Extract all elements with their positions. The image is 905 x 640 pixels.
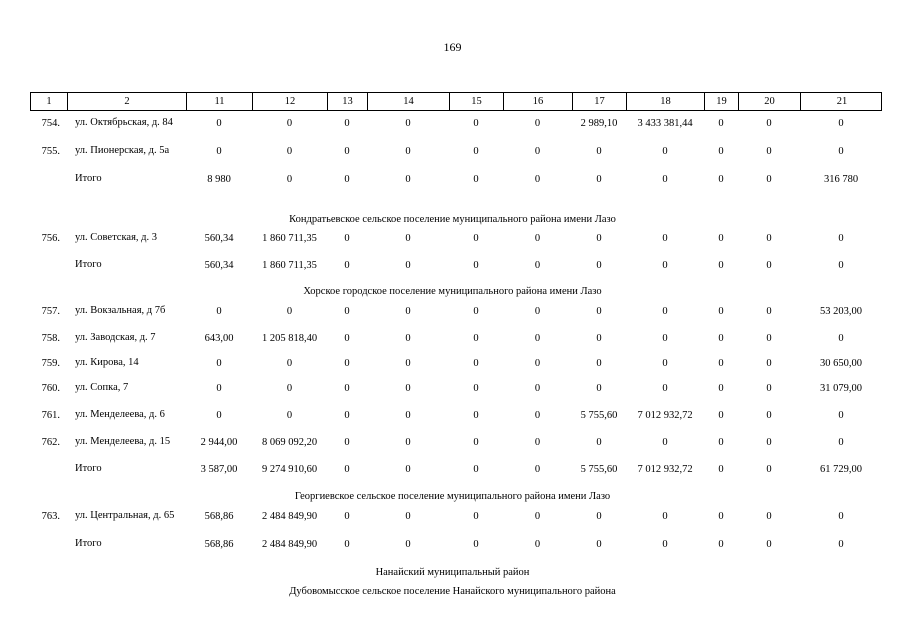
- value-cell-col-12: 2 484 849,90: [261, 539, 318, 550]
- row-number: 755.: [41, 146, 60, 157]
- value-cell-col-17: 0: [596, 174, 602, 185]
- value-cell-col-19: 0: [718, 464, 724, 475]
- value-cell-col-19: 0: [718, 260, 724, 271]
- value-cell-col-11: 0: [216, 410, 222, 421]
- value-cell-col-14: 0: [405, 174, 411, 185]
- column-header-17: 17: [573, 93, 627, 110]
- value-cell-col-13: 0: [344, 118, 350, 129]
- value-cell-col-12: 9 274 910,60: [261, 464, 318, 475]
- value-cell-col-16: 0: [534, 358, 541, 369]
- value-cell-col-15: 0: [473, 383, 479, 394]
- value-cell-col-12: 2 484 849,90: [261, 511, 318, 522]
- value-cell-col-14: 0: [405, 233, 411, 244]
- column-header-15: 15: [450, 93, 504, 110]
- value-cell-col-13: 0: [344, 260, 350, 271]
- value-cell-col-12: 0: [286, 410, 293, 421]
- table-row: [0, 383, 905, 409]
- value-cell-col-15: 0: [473, 437, 479, 448]
- table-row: [0, 437, 905, 463]
- value-cell-col-20: 0: [766, 410, 772, 421]
- value-cell-col-13: 0: [344, 511, 350, 522]
- value-cell-col-13: 0: [344, 539, 350, 550]
- row-number: 763.: [41, 511, 60, 522]
- value-cell-col-12: 1 860 711,35: [262, 233, 317, 244]
- value-cell-col-16: 0: [534, 233, 541, 244]
- section-title: Кондратьевское сельское поселение муниципального района имени Лазо: [289, 214, 616, 225]
- value-cell-col-12: 0: [286, 174, 293, 185]
- value-cell-col-16: 0: [534, 539, 541, 550]
- value-cell-col-20: 0: [766, 464, 772, 475]
- value-cell-col-21: 0: [838, 146, 844, 157]
- value-cell-col-16: 0: [534, 511, 541, 522]
- value-cell-col-18: 7 012 932,72: [637, 464, 693, 475]
- value-cell-col-18: 7 012 932,72: [637, 410, 693, 421]
- value-cell-col-21: 0: [838, 539, 844, 550]
- section-title: Дубовомысское сельское поселение Нанайского муниципального района: [289, 586, 616, 597]
- value-cell-col-11: 8 980: [207, 174, 231, 185]
- value-cell-col-20: 0: [766, 306, 772, 317]
- page-number: 169: [443, 40, 462, 54]
- value-cell-col-16: 0: [534, 174, 541, 185]
- value-cell-col-17: 0: [596, 383, 602, 394]
- row-number: 759.: [41, 358, 60, 369]
- address-cell: Итого: [75, 463, 102, 474]
- table-row: [0, 233, 905, 259]
- value-cell-col-15: 0: [473, 118, 479, 129]
- value-cell-col-16: 0: [534, 437, 541, 448]
- value-cell-col-19: 0: [718, 174, 724, 185]
- value-cell-col-12: 0: [286, 146, 293, 157]
- value-cell-col-21: 0: [838, 333, 844, 344]
- value-cell-col-21: 30 650,00: [820, 358, 862, 369]
- value-cell-col-12: 0: [286, 118, 293, 129]
- row-number: 760.: [41, 383, 60, 394]
- value-cell-col-14: 0: [405, 437, 411, 448]
- row-number: 757.: [41, 306, 60, 317]
- address-cell: ул. Октябрьская, д. 84: [75, 117, 173, 128]
- value-cell-col-14: 0: [405, 358, 411, 369]
- value-cell-col-17: 0: [596, 146, 602, 157]
- value-cell-col-14: 0: [405, 260, 411, 271]
- row-number: 761.: [41, 410, 60, 421]
- value-cell-col-21: 53 203,00: [820, 306, 862, 317]
- value-cell-col-12: 1 205 818,40: [261, 333, 318, 344]
- value-cell-col-15: 0: [473, 511, 479, 522]
- column-header-14: 14: [368, 93, 450, 110]
- address-cell: ул. Менделеева, д. 6: [75, 409, 165, 420]
- value-cell-col-19: 0: [718, 333, 724, 344]
- value-cell-col-17: 0: [596, 437, 602, 448]
- section-title: Георгиевское сельское поселение муниципального района имени Лазо: [294, 491, 611, 502]
- value-cell-col-16: 0: [534, 383, 541, 394]
- value-cell-col-18: 3 433 381,44: [637, 118, 693, 129]
- value-cell-col-21: 0: [838, 118, 844, 129]
- table-row: [0, 333, 905, 359]
- column-header-18: 18: [627, 93, 705, 110]
- value-cell-col-15: 0: [473, 539, 479, 550]
- value-cell-col-13: 0: [344, 333, 350, 344]
- value-cell-col-18: 0: [662, 146, 668, 157]
- value-cell-col-13: 0: [344, 233, 350, 244]
- value-cell-col-11: 0: [216, 146, 222, 157]
- address-cell: ул. Кирова, 14: [75, 357, 139, 368]
- value-cell-col-14: 0: [405, 118, 411, 129]
- table-row: [0, 260, 905, 286]
- value-cell-col-13: 0: [344, 464, 350, 475]
- value-cell-col-15: 0: [473, 464, 479, 475]
- value-cell-col-20: 0: [766, 539, 772, 550]
- value-cell-col-17: 0: [596, 306, 602, 317]
- address-cell: ул. Сопка, 7: [75, 382, 129, 393]
- value-cell-col-21: 0: [838, 233, 844, 244]
- value-cell-col-17: 0: [596, 358, 602, 369]
- address-cell: ул. Советская, д. 3: [75, 232, 157, 243]
- value-cell-col-14: 0: [405, 306, 411, 317]
- value-cell-col-12: 0: [286, 358, 293, 369]
- value-cell-col-11: 0: [216, 306, 222, 317]
- value-cell-col-14: 0: [405, 464, 411, 475]
- value-cell-col-13: 0: [344, 383, 350, 394]
- value-cell-col-13: 0: [344, 306, 350, 317]
- value-cell-col-18: 0: [662, 511, 668, 522]
- value-cell-col-18: 0: [662, 260, 668, 271]
- value-cell-col-16: 0: [534, 306, 541, 317]
- value-cell-col-14: 0: [405, 383, 411, 394]
- value-cell-col-21: 0: [838, 511, 844, 522]
- table-row: [0, 410, 905, 436]
- value-cell-col-15: 0: [473, 260, 479, 271]
- value-cell-col-19: 0: [718, 511, 724, 522]
- value-cell-col-19: 0: [718, 410, 724, 421]
- column-header-19: 19: [705, 93, 739, 110]
- value-cell-col-12: 0: [286, 383, 293, 394]
- address-cell: Итого: [75, 538, 102, 549]
- table-row: [0, 118, 905, 144]
- value-cell-col-18: 0: [662, 333, 668, 344]
- value-cell-col-15: 0: [473, 333, 479, 344]
- value-cell-col-19: 0: [718, 233, 724, 244]
- value-cell-col-14: 0: [405, 539, 411, 550]
- value-cell-col-20: 0: [766, 333, 772, 344]
- value-cell-col-14: 0: [405, 511, 411, 522]
- column-header-11: 11: [187, 93, 253, 110]
- value-cell-col-17: 0: [596, 233, 602, 244]
- row-number: 762.: [41, 437, 60, 448]
- section-title: Нанайский муниципальный район: [375, 567, 530, 578]
- table-row: [0, 146, 905, 172]
- table-row: [0, 464, 905, 490]
- value-cell-col-11: 643,00: [204, 333, 234, 344]
- section-title: Хорское городское поселение муниципального района имени Лазо: [303, 286, 602, 297]
- value-cell-col-21: 0: [838, 437, 844, 448]
- column-header-13: 13: [328, 93, 368, 110]
- value-cell-col-20: 0: [766, 511, 772, 522]
- value-cell-col-16: 0: [534, 410, 541, 421]
- column-header-2: 2: [68, 93, 187, 110]
- table-row: [0, 174, 905, 200]
- value-cell-col-18: 0: [662, 437, 668, 448]
- value-cell-col-20: 0: [766, 118, 772, 129]
- table-row: [0, 358, 905, 384]
- value-cell-col-18: 0: [662, 383, 668, 394]
- address-cell: Итого: [75, 173, 102, 184]
- value-cell-col-13: 0: [344, 410, 350, 421]
- address-cell: ул. Вокзальная, д 7б: [75, 305, 166, 316]
- value-cell-col-21: 0: [838, 260, 844, 271]
- value-cell-col-19: 0: [718, 383, 724, 394]
- value-cell-col-11: 568,86: [204, 511, 234, 522]
- value-cell-col-13: 0: [344, 174, 350, 185]
- value-cell-col-18: 0: [662, 358, 668, 369]
- address-cell: Итого: [75, 259, 102, 270]
- row-number: 758.: [41, 333, 60, 344]
- row-number: 756.: [41, 233, 60, 244]
- value-cell-col-19: 0: [718, 539, 724, 550]
- table-row: [0, 539, 905, 565]
- column-header-1: 1: [31, 93, 68, 110]
- value-cell-col-19: 0: [718, 118, 724, 129]
- value-cell-col-13: 0: [344, 146, 350, 157]
- value-cell-col-12: 1 860 711,35: [262, 260, 317, 271]
- value-cell-col-19: 0: [718, 437, 724, 448]
- value-cell-col-15: 0: [473, 146, 479, 157]
- value-cell-col-17: 5 755,60: [580, 464, 618, 475]
- value-cell-col-11: 2 944,00: [200, 437, 238, 448]
- address-cell: ул. Пионерская, д. 5а: [75, 145, 170, 156]
- value-cell-col-16: 0: [534, 260, 541, 271]
- value-cell-col-20: 0: [766, 233, 772, 244]
- value-cell-col-17: 0: [596, 333, 602, 344]
- value-cell-col-17: 5 755,60: [580, 410, 618, 421]
- value-cell-col-20: 0: [766, 437, 772, 448]
- value-cell-col-21: 316 780: [823, 174, 859, 185]
- value-cell-col-11: 568,86: [204, 539, 234, 550]
- row-number: 754.: [41, 118, 60, 129]
- value-cell-col-19: 0: [718, 146, 724, 157]
- value-cell-col-20: 0: [766, 146, 772, 157]
- value-cell-col-11: 0: [216, 383, 222, 394]
- value-cell-col-15: 0: [473, 306, 479, 317]
- value-cell-col-17: 0: [596, 539, 602, 550]
- value-cell-col-20: 0: [766, 358, 772, 369]
- value-cell-col-13: 0: [344, 358, 350, 369]
- value-cell-col-16: 0: [534, 333, 541, 344]
- value-cell-col-14: 0: [405, 410, 411, 421]
- value-cell-col-14: 0: [405, 146, 411, 157]
- value-cell-col-11: 3 587,00: [200, 464, 238, 475]
- value-cell-col-21: 31 079,00: [820, 383, 862, 394]
- value-cell-col-18: 0: [662, 539, 668, 550]
- table-row: [0, 511, 905, 537]
- value-cell-col-19: 0: [718, 306, 724, 317]
- value-cell-col-16: 0: [534, 464, 541, 475]
- value-cell-col-11: 0: [216, 358, 222, 369]
- column-header-16: 16: [504, 93, 573, 110]
- table-row: [0, 306, 905, 332]
- value-cell-col-17: 0: [596, 511, 602, 522]
- value-cell-col-18: 0: [662, 174, 668, 185]
- value-cell-col-14: 0: [405, 333, 411, 344]
- value-cell-col-12: 0: [286, 306, 293, 317]
- value-cell-col-12: 8 069 092,20: [261, 437, 318, 448]
- value-cell-col-17: 0: [596, 260, 602, 271]
- value-cell-col-18: 0: [662, 233, 668, 244]
- address-cell: ул. Заводская, д. 7: [75, 332, 156, 343]
- value-cell-col-21: 0: [838, 410, 844, 421]
- value-cell-col-11: 0: [216, 118, 222, 129]
- column-header-12: 12: [253, 93, 328, 110]
- value-cell-col-20: 0: [766, 260, 772, 271]
- value-cell-col-18: 0: [662, 306, 668, 317]
- value-cell-col-21: 61 729,00: [820, 464, 862, 475]
- value-cell-col-20: 0: [766, 174, 772, 185]
- column-header-21: 21: [836, 96, 848, 107]
- value-cell-col-16: 0: [534, 146, 541, 157]
- value-cell-col-19: 0: [718, 358, 724, 369]
- value-cell-col-11: 560,34: [204, 260, 234, 271]
- value-cell-col-15: 0: [473, 174, 479, 185]
- address-cell: ул. Менделеева, д. 15: [75, 436, 171, 447]
- value-cell-col-15: 0: [473, 358, 479, 369]
- value-cell-col-16: 0: [534, 118, 541, 129]
- value-cell-col-15: 0: [473, 410, 479, 421]
- value-cell-col-20: 0: [766, 383, 772, 394]
- value-cell-col-13: 0: [344, 437, 350, 448]
- address-cell: ул. Центральная, д. 65: [75, 510, 175, 521]
- column-header-20: 20: [739, 93, 801, 110]
- value-cell-col-17: 2 989,10: [580, 118, 618, 129]
- value-cell-col-15: 0: [473, 233, 479, 244]
- value-cell-col-11: 560,34: [204, 233, 234, 244]
